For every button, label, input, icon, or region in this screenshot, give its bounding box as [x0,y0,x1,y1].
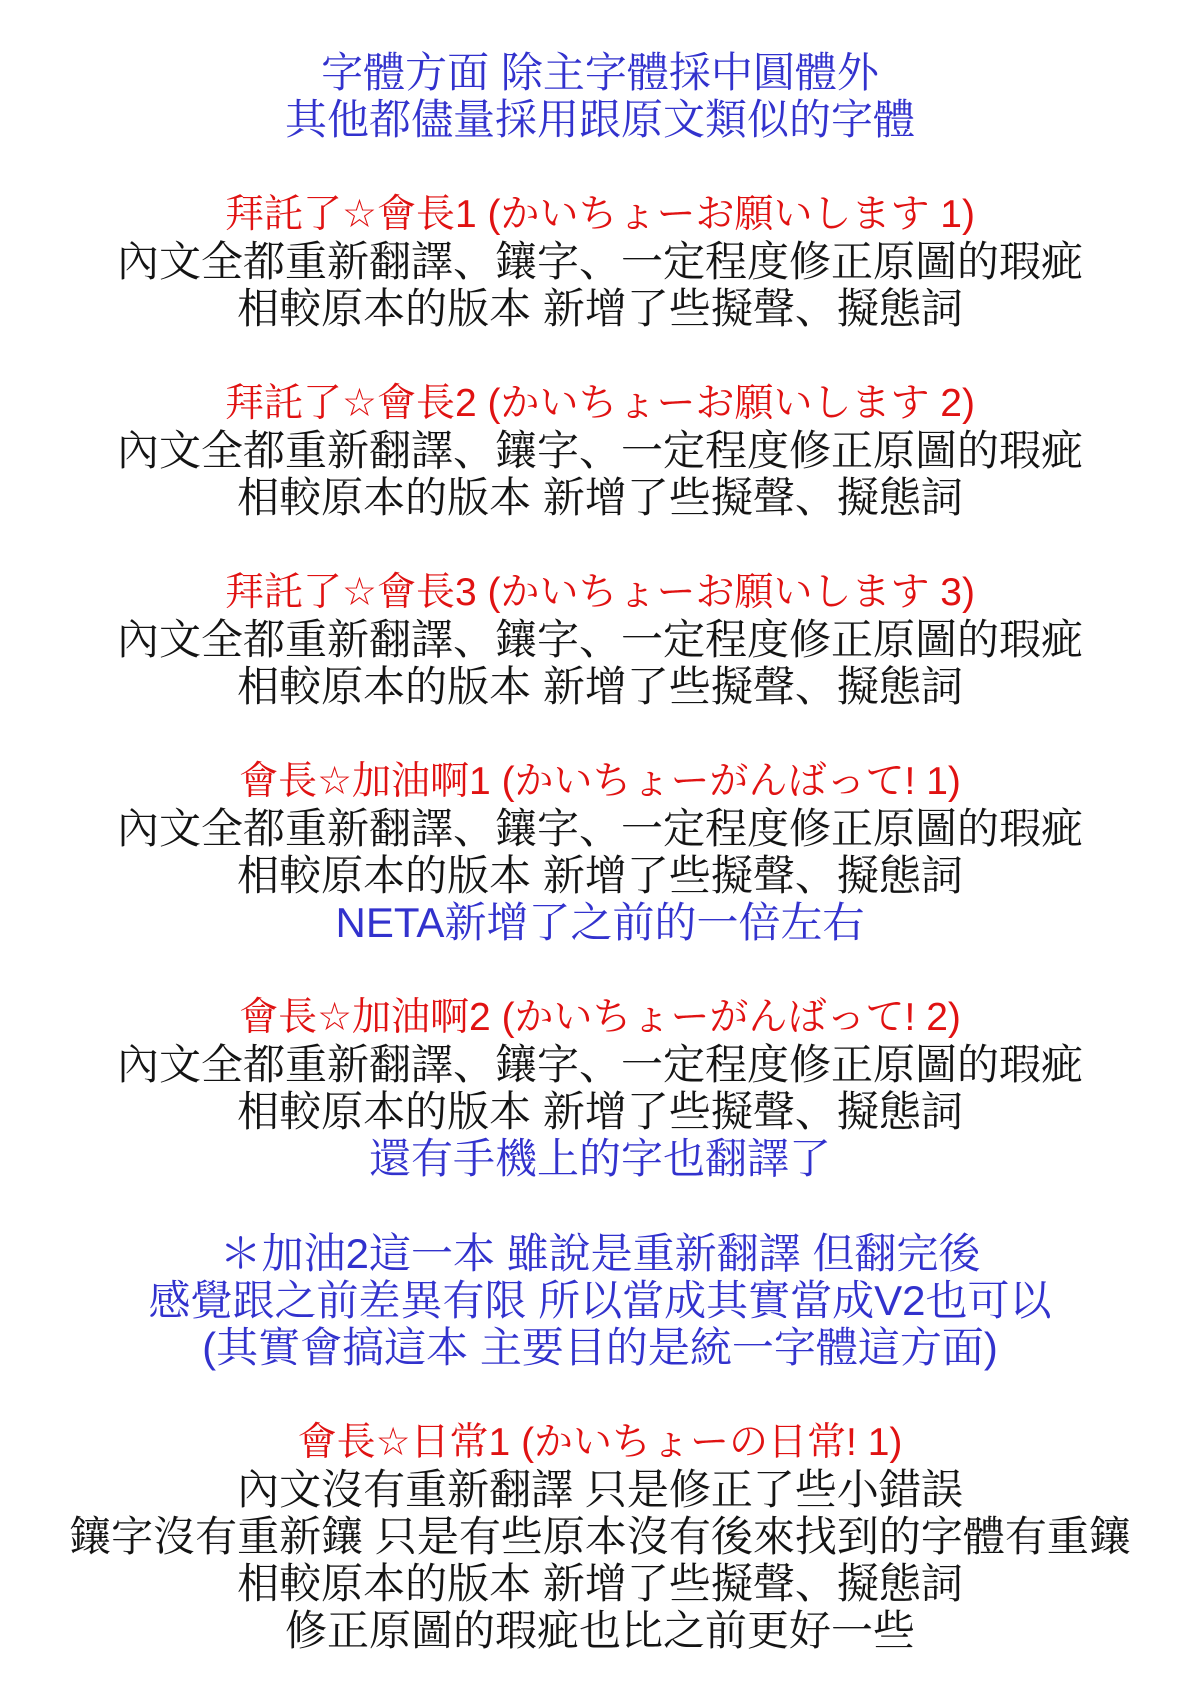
remark-line-1: ＊加油2這一本 雖說是重新翻譯 但翻完後 [219,1230,981,1277]
section-line: 鑲字沒有重新鑲 只是有些原本沒有後來找到的字體有重鑲 [69,1513,1131,1560]
section-kaicho-ganbatte-1 [0,758,1200,946]
section-line: 相較原本的版本 新增了些擬聲、擬態詞 [237,1560,963,1607]
section-line: 內文沒有重新翻譯 只是修正了些小錯誤 [237,1466,963,1513]
section-kaicho-onegai-1 [0,191,1200,332]
retranslation-remark [0,1230,1200,1371]
section-extra-note: 還有手機上的字也翻譯了 [368,1135,831,1182]
section-line: 修正原圖的瑕疵也比之前更好一些 [284,1607,915,1654]
section-kaicho-nichijou-1 [0,1419,1200,1654]
font-note-line-2: 其他都儘量採用跟原文類似的字體 [284,96,915,143]
section-line: 內文全都重新翻譯、鑲字、一定程度修正原圖的瑕疵 [116,238,1083,285]
section-line: 相較原本的版本 新增了些擬聲、擬態詞 [237,285,963,332]
section-kaicho-ganbatte-2 [0,994,1200,1182]
section-line: 內文全都重新翻譯、鑲字、一定程度修正原圖的瑕疵 [116,805,1083,852]
section-line: 相較原本的版本 新增了些擬聲、擬態詞 [237,663,963,710]
section-title: 會長☆加油啊1 (かいちょーがんばって! 1) [239,760,961,803]
section-line: 內文全都重新翻譯、鑲字、一定程度修正原圖的瑕疵 [116,427,1083,474]
section-line: 相較原本的版本 新增了些擬聲、擬態詞 [237,1088,963,1135]
section-extra-note: NETA新增了之前的一倍左右 [335,899,865,946]
section-line: 內文全都重新翻譯、鑲字、一定程度修正原圖的瑕疵 [116,1041,1083,1088]
section-title: 會長☆日常1 (かいちょーの日常! 1) [297,1421,903,1464]
font-note-line-1: 字體方面 除主字體採中圓體外 [321,49,879,96]
section-title: 拜託了☆會長2 (かいちょーお願いします 2) [225,382,975,425]
section-title: 拜託了☆會長3 (かいちょーお願いします 3) [225,571,975,614]
section-title: 會長☆加油啊2 (かいちょーがんばって! 2) [239,996,961,1039]
section-title: 拜託了☆會長1 (かいちょーお願いします 1) [225,193,975,236]
section-line: 相較原本的版本 新增了些擬聲、擬態詞 [237,474,963,521]
section-line: 相較原本的版本 新增了些擬聲、擬態詞 [237,852,963,899]
section-kaicho-onegai-3 [0,569,1200,710]
section-line: 內文全都重新翻譯、鑲字、一定程度修正原圖的瑕疵 [116,616,1083,663]
remark-line-2: 感覺跟之前差異有限 所以當成其實當成V2也可以 [148,1277,1052,1324]
section-kaicho-onegai-2 [0,380,1200,521]
font-note-header [0,49,1200,143]
remark-line-3: (其實會搞這本 主要目的是統一字體這方面) [202,1324,998,1371]
